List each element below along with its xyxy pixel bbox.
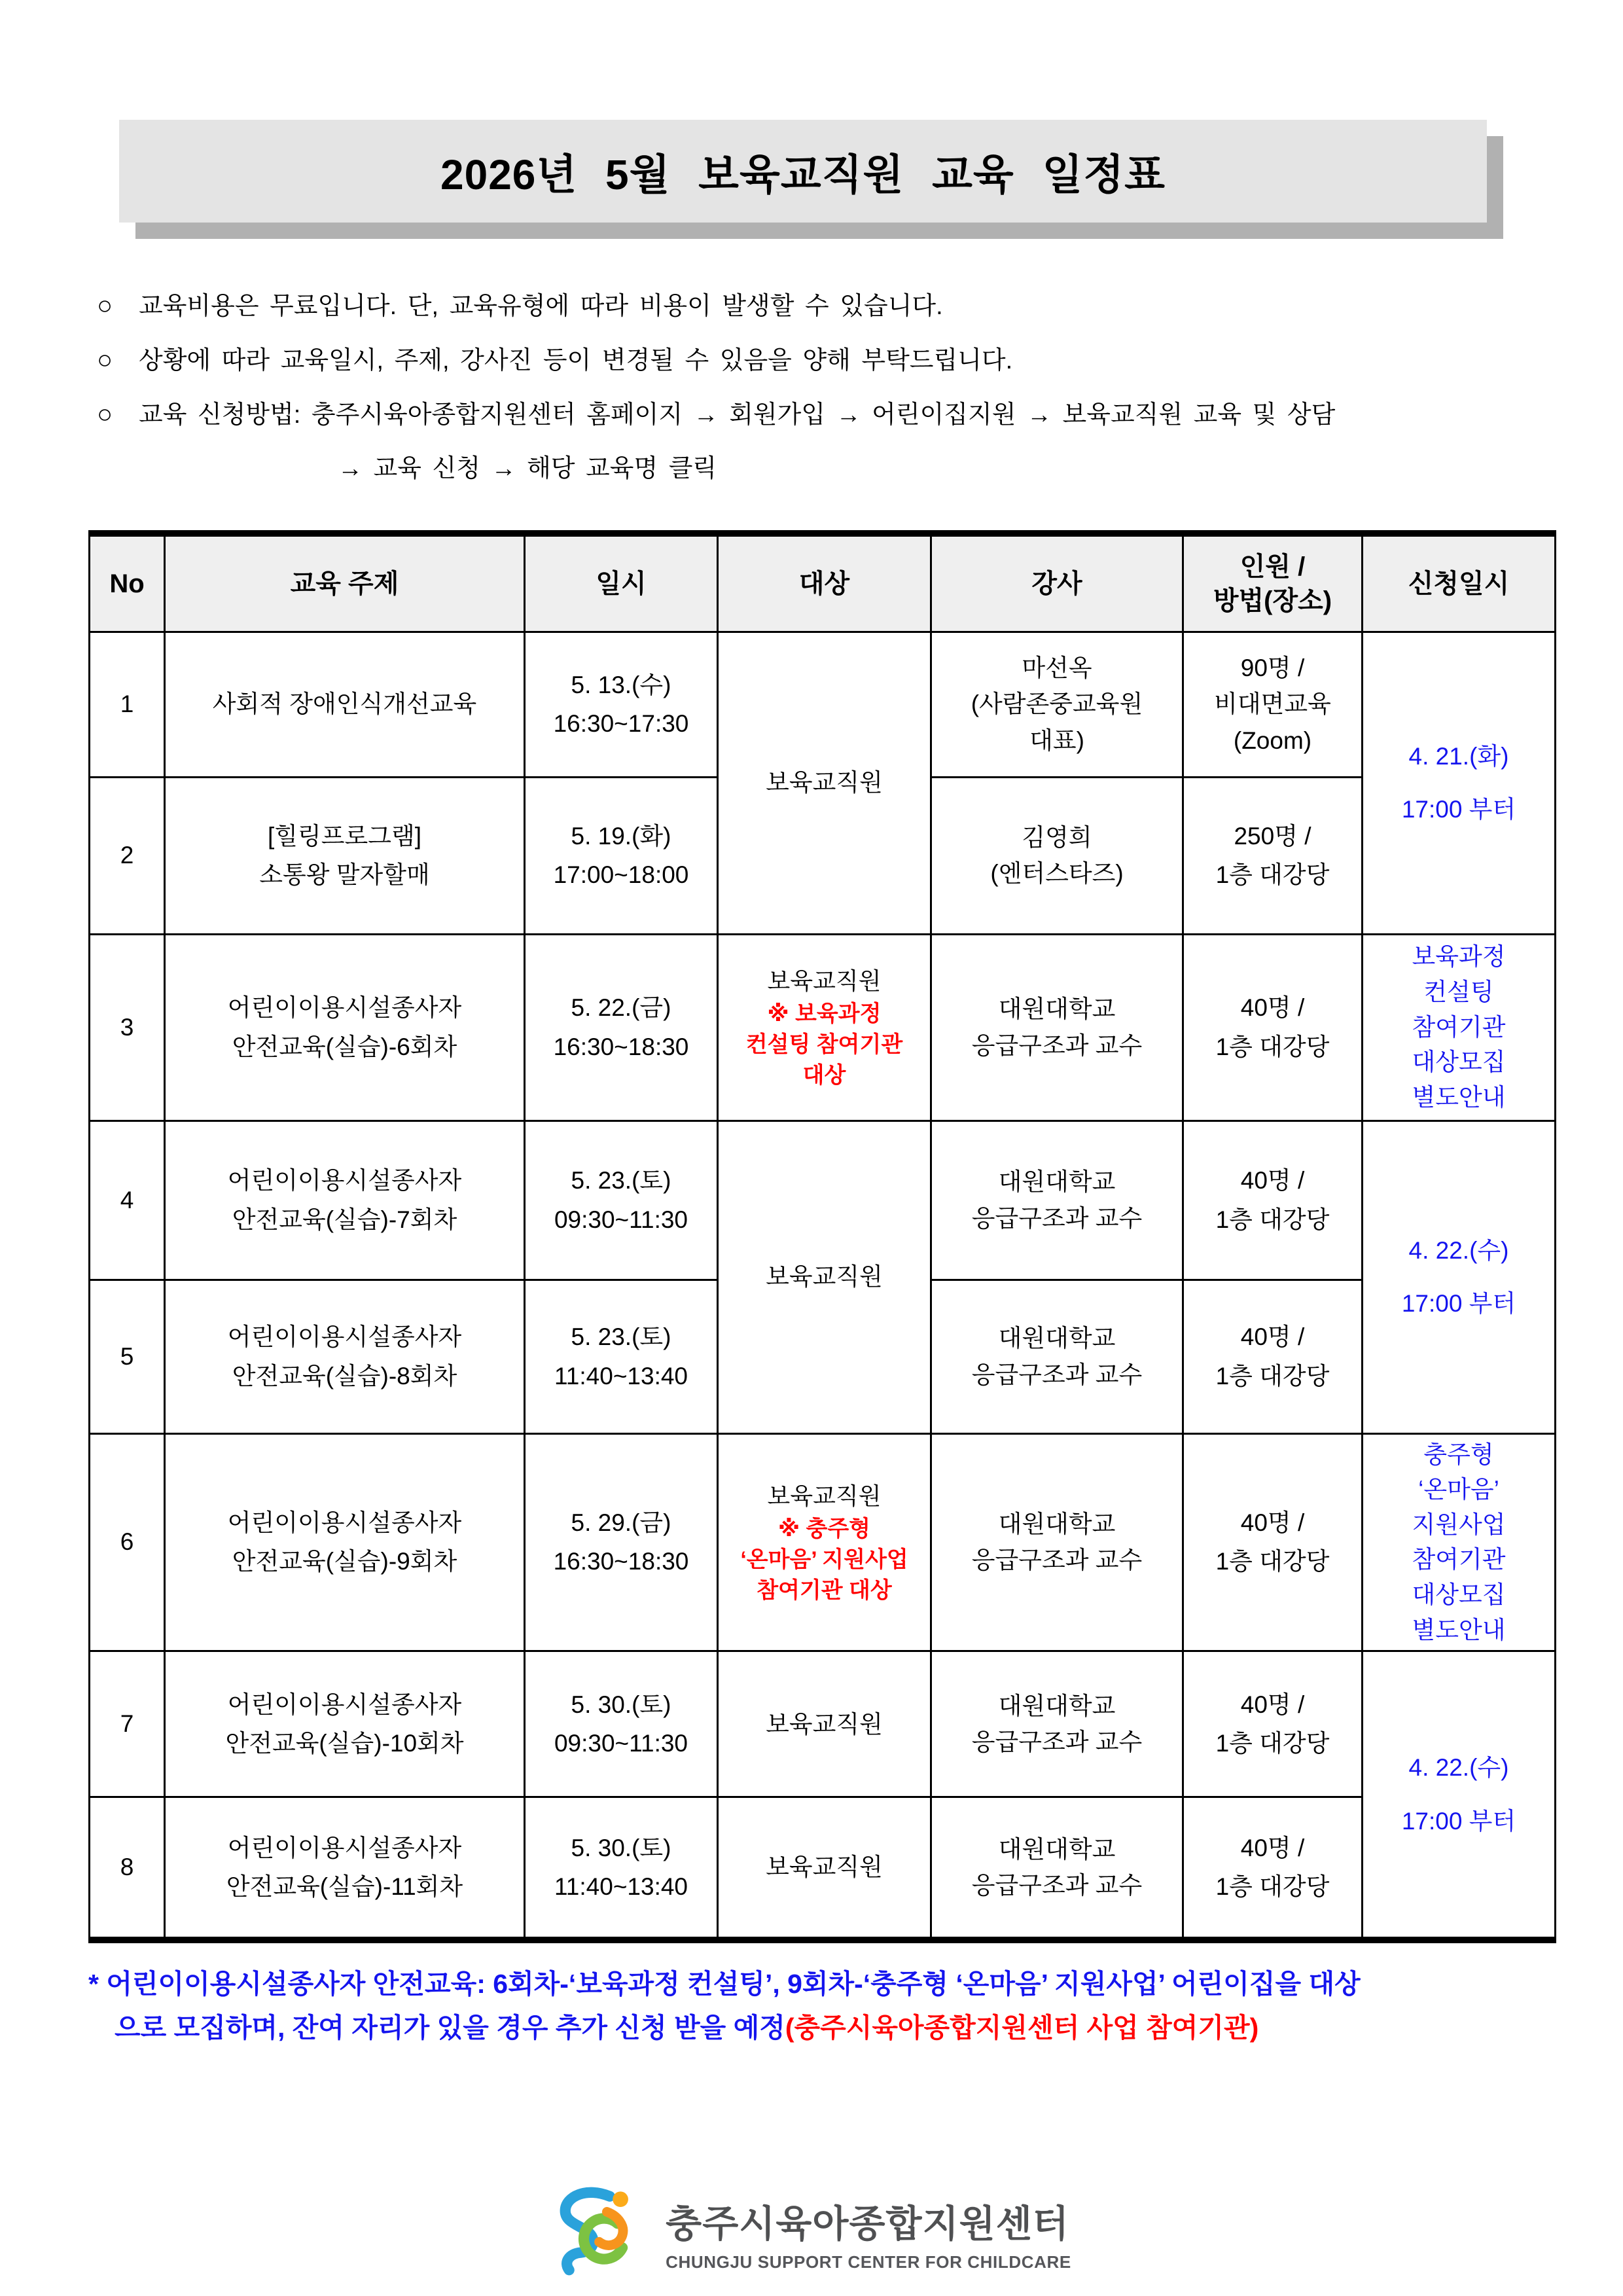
cell-datetime: 5. 30.(토) 09:30~11:30 — [525, 1651, 718, 1797]
cell-capacity: 40명 / 1층 대강당 — [1183, 1121, 1363, 1280]
logo-korean-name: 충주시육아종합지원센터 — [666, 2203, 1069, 2245]
cell-apply-note: 충주형 ‘온마음’ 지원사업 참여기관 대상모집 별도안내 — [1363, 1433, 1556, 1651]
logo-mark-icon — [552, 2185, 649, 2282]
table-row — [90, 632, 1556, 777]
col-header-no: No — [90, 533, 165, 632]
note-line — [97, 333, 1582, 387]
cell-target — [718, 1433, 931, 1651]
target-restriction-note: ※ 보육과정 컨설팅 참여기관 대상 — [745, 1001, 903, 1088]
note-text: 상황에 따라 교육일시, 주제, 강사진 등이 변경될 수 있음을 양해 부탁드립니다. — [139, 347, 1013, 374]
cell-no: 8 — [90, 1797, 165, 1940]
cell-instructor: 대원대학교 응급구조과 교수 — [931, 1651, 1183, 1797]
target-main-text: 보육교직원 — [767, 1482, 882, 1510]
col-header-capacity: 인원 / 방법(장소) — [1183, 533, 1363, 632]
cell-capacity: 90명 / 비대면교육 (Zoom) — [1183, 632, 1363, 777]
cell-instructor: 김영희 (엔터스타즈) — [931, 777, 1183, 934]
footnote-line2-red: (충주시육아종합지원센터 사업 참여기관) — [785, 2013, 1259, 2043]
cell-no: 5 — [90, 1280, 165, 1433]
cell-instructor: 대원대학교 응급구조과 교수 — [931, 1280, 1183, 1433]
col-header-topic: 교육 주제 — [165, 533, 525, 632]
cell-apply-date: 4. 22.(수) 17:00 부터 — [1363, 1121, 1556, 1433]
table-row — [90, 1651, 1556, 1797]
cell-topic: 어린이이용시설종사자 안전교육(실습)-6회차 — [165, 934, 525, 1121]
col-header-datetime: 일시 — [525, 533, 718, 632]
footnote-line2-blue: 으로 모집하며, 잔여 자리가 있을 경우 추가 신청 받을 예정 — [115, 2013, 785, 2043]
logo-english-name: CHUNGJU SUPPORT CENTER FOR CHILDCARE — [666, 2252, 1071, 2272]
target-restriction-note: ※ 충주형 ‘온마음’ 지원사업 참여기관 대상 — [740, 1516, 908, 1603]
cell-topic: 어린이이용시설종사자 안전교육(실습)-7회차 — [165, 1121, 525, 1280]
table-row — [90, 1433, 1556, 1651]
col-header-target: 대상 — [718, 533, 931, 632]
cell-datetime: 5. 30.(토) 11:40~13:40 — [525, 1797, 718, 1940]
note-line — [97, 387, 1582, 442]
logo-text — [666, 2194, 1071, 2272]
cell-no: 2 — [90, 777, 165, 934]
cell-no: 4 — [90, 1121, 165, 1280]
footnote-line1: * 어린이이용시설종사자 안전교육: 6회차-‘보육과정 컨설팅’, 9회차-‘충주형 ‘온마음’ 지원사업’ 어린이집을 대상 — [88, 1969, 1361, 1999]
cell-datetime: 5. 23.(토) 11:40~13:40 — [525, 1280, 718, 1433]
cell-topic: 어린이이용시설종사자 안전교육(실습)-8회차 — [165, 1280, 525, 1433]
cell-target: 보육교직원 — [718, 1797, 931, 1940]
org-logo — [0, 2185, 1623, 2282]
cell-datetime: 5. 22.(금) 16:30~18:30 — [525, 934, 718, 1121]
cell-topic: 어린이이용시설종사자 안전교육(실습)-10회차 — [165, 1651, 525, 1797]
cell-capacity: 40명 / 1층 대강당 — [1183, 1433, 1363, 1651]
note-text: 교육 신청방법: 충주시육아종합지원센터 홈페이지 → 회원가입 → 어린이집지원 → 보육교직원 교육 및 상담 — [139, 401, 1336, 429]
cell-topic: 사회적 장애인식개선교육 — [165, 632, 525, 777]
cell-capacity: 250명 / 1층 대강당 — [1183, 777, 1363, 934]
cell-capacity: 40명 / 1층 대강당 — [1183, 1651, 1363, 1797]
cell-target: 보육교직원 — [718, 1651, 931, 1797]
cell-datetime: 5. 29.(금) 16:30~18:30 — [525, 1433, 718, 1651]
table-header-row — [90, 533, 1556, 632]
page-title: 2026년 5월 보육교직원 교육 일정표 — [440, 151, 1166, 198]
cell-no: 1 — [90, 632, 165, 777]
circle-bullet-icon: ○ — [97, 291, 113, 320]
cell-no: 3 — [90, 934, 165, 1121]
circle-bullet-icon: ○ — [97, 346, 113, 374]
cell-datetime: 5. 19.(화) 17:00~18:00 — [525, 777, 718, 934]
cell-target — [718, 934, 931, 1121]
note-line — [97, 279, 1582, 333]
schedule-table — [88, 530, 1556, 1943]
cell-datetime: 5. 23.(토) 09:30~11:30 — [525, 1121, 718, 1280]
cell-apply-note: 보육과정 컨설팅 참여기관 대상모집 별도안내 — [1363, 934, 1556, 1121]
cell-target: 보육교직원 — [718, 1121, 931, 1433]
table-row — [90, 1797, 1556, 1940]
cell-instructor: 대원대학교 응급구조과 교수 — [931, 1797, 1183, 1940]
col-header-instructor: 강사 — [931, 533, 1183, 632]
cell-apply-date: 4. 21.(화) 17:00 부터 — [1363, 632, 1556, 934]
table-row — [90, 934, 1556, 1121]
circle-bullet-icon: ○ — [97, 400, 113, 429]
cell-no: 6 — [90, 1433, 165, 1651]
notes-section — [97, 279, 1582, 495]
target-main-text: 보육교직원 — [767, 967, 882, 995]
footnote-line2 — [88, 2006, 1594, 2050]
cell-instructor: 대원대학교 응급구조과 교수 — [931, 1433, 1183, 1651]
cell-instructor: 대원대학교 응급구조과 교수 — [931, 934, 1183, 1121]
cell-instructor: 대원대학교 응급구조과 교수 — [931, 1121, 1183, 1280]
cell-datetime: 5. 13.(수) 16:30~17:30 — [525, 632, 718, 777]
col-header-apply: 신청일시 — [1363, 533, 1556, 632]
cell-topic: 어린이이용시설종사자 안전교육(실습)-9회차 — [165, 1433, 525, 1651]
cell-instructor: 마선옥 (사람존중교육원 대표) — [931, 632, 1183, 777]
cell-apply-date: 4. 22.(수) 17:00 부터 — [1363, 1651, 1556, 1940]
table-row — [90, 1121, 1556, 1280]
cell-no: 7 — [90, 1651, 165, 1797]
cell-capacity: 40명 / 1층 대강당 — [1183, 1797, 1363, 1940]
note-text: 교육비용은 무료입니다. 단, 교육유형에 따라 비용이 발생할 수 있습니다. — [139, 293, 943, 320]
title-banner — [119, 120, 1487, 223]
cell-topic: 어린이이용시설종사자 안전교육(실습)-11회차 — [165, 1797, 525, 1940]
footnote — [88, 1962, 1594, 2050]
cell-target: 보육교직원 — [718, 632, 931, 934]
cell-topic: [힐링프로그램] 소통왕 말자할매 — [165, 777, 525, 934]
note-continuation: → 교육 신청 → 해당 교육명 클릭 — [338, 455, 717, 482]
cell-capacity: 40명 / 1층 대강당 — [1183, 934, 1363, 1121]
cell-capacity: 40명 / 1층 대강당 — [1183, 1280, 1363, 1433]
